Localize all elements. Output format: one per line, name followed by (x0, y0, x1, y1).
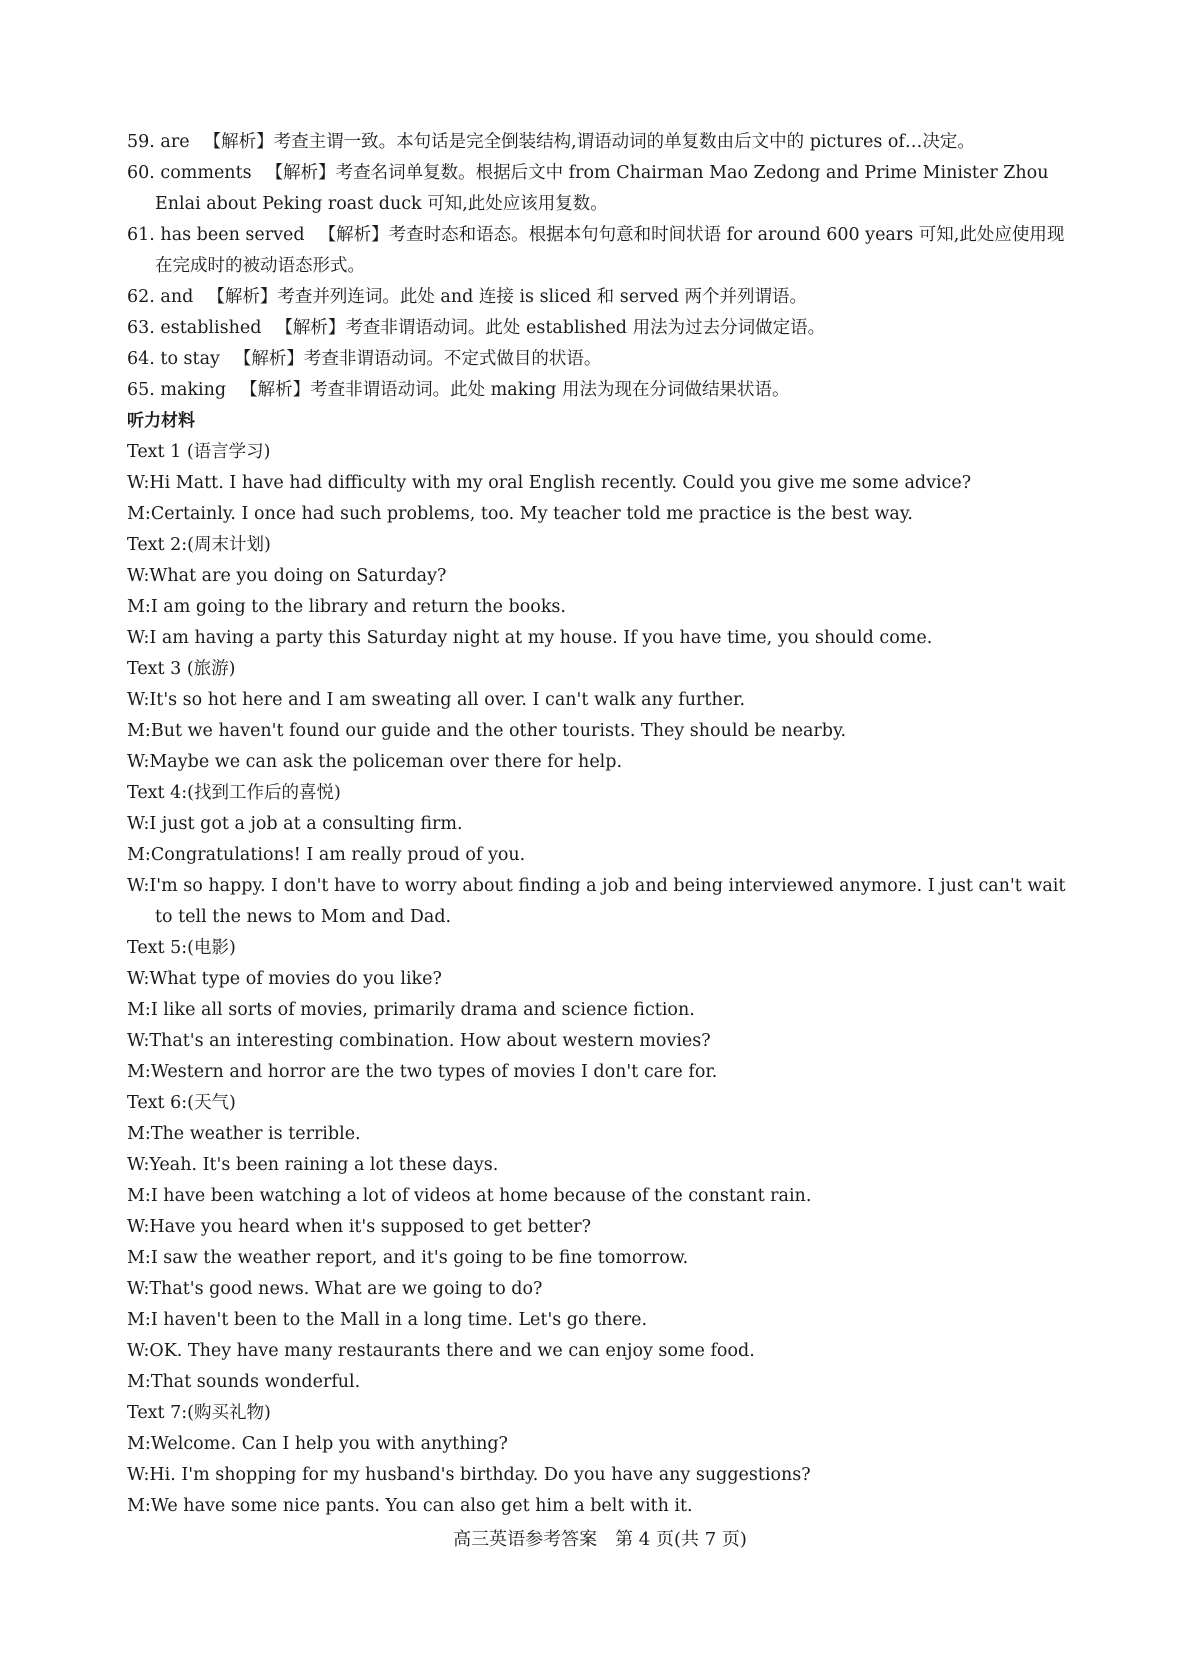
analysis-tag: 【解析】 (318, 225, 389, 245)
listening-heading: 听力材料 (127, 411, 195, 431)
page-footer: 高三英语参考答案 第 4 页(共 7 页) (453, 1529, 747, 1550)
dialogue-text: Maybe we can ask the policeman over there for help. (149, 752, 623, 772)
dialogue-section (127, 437, 1072, 530)
analysis-text: 考查非谓语动词。此处 established 用法为过去分词做定语。 (345, 318, 826, 338)
speaker-label: W : (127, 1217, 149, 1237)
analysis-tag: 【解析】 (207, 287, 278, 307)
dialogue-text: What are you doing on Saturday? (149, 566, 447, 586)
dialogue-text: I saw the weather report, and it's going to be fine tomorrow. (150, 1248, 689, 1268)
dialogue-line (127, 809, 1072, 840)
dialogue-line (127, 747, 1072, 778)
analysis-tag: 【解析】 (265, 163, 336, 183)
speaker-label: W : (127, 473, 149, 493)
dialogue-line (127, 1026, 1072, 1057)
dialogue-line (127, 1119, 1072, 1150)
dialogue-line (127, 995, 1072, 1026)
answer-number-and-key (127, 287, 193, 307)
answer-number-and-key (127, 132, 190, 152)
speaker-label: M : (127, 597, 151, 617)
dialogue-text: Hi Matt. I have had difficulty with my oral English recently. Could you give me some advice? (149, 473, 972, 493)
dialogue-text: That sounds wonderful. (150, 1372, 361, 1392)
answer-key: established (160, 318, 262, 338)
dialogue-line (127, 1212, 1072, 1243)
dialogue-line (127, 499, 1072, 530)
speaker-label: W : (127, 814, 149, 834)
analysis-tag: 【解析】 (203, 132, 274, 152)
answer-item (127, 158, 1072, 220)
answer-number: 63. (127, 318, 155, 338)
dialogue-section (127, 1088, 1072, 1398)
answer-number-and-key (127, 163, 252, 183)
dialogue-line (127, 1150, 1072, 1181)
dialogue-line (127, 1429, 1072, 1460)
dialogue-section (127, 778, 1072, 933)
dialogue-text: I'm so happy. I don't have to worry about finding a job and being interviewed anymore. I just can't wait to tell the news to Mom and Dad. (149, 876, 1066, 927)
speaker-label: M : (127, 1062, 151, 1082)
dialogue-line (127, 623, 1072, 654)
dialogue-line (127, 1057, 1072, 1088)
dialogue-title: Text 6:(天气) (127, 1093, 236, 1113)
analysis-tag: 【解析】 (233, 349, 304, 369)
speaker-label: M : (127, 1434, 151, 1454)
dialogue-line (127, 592, 1072, 623)
dialogue-line (127, 716, 1072, 747)
speaker-label: W : (127, 628, 149, 648)
answer-key: comments (160, 163, 252, 183)
analysis-text: 考查非谓语动词。此处 making 用法为现在分词做结果状语。 (310, 380, 790, 400)
speaker-label: W : (127, 1031, 149, 1051)
dialogue-section (127, 933, 1072, 1088)
dialogue-text: But we haven't found our guide and the other tourists. They should be nearby. (150, 721, 847, 741)
dialogue-text: Yeah. It's been raining a lot these days. (149, 1155, 499, 1175)
dialogue-text: OK. They have many restaurants there and we can enjoy some food. (149, 1341, 755, 1361)
answer-key: has been served (160, 225, 305, 245)
dialogue-line (127, 871, 1072, 933)
answer-key: are (160, 132, 190, 152)
answer-number: 60. (127, 163, 155, 183)
dialogue-title: Text 1 (语言学习) (127, 442, 271, 462)
answer-number: 62. (127, 287, 155, 307)
analysis-text: 考查名词单复数。根据后文中 from Chairman Mao Zedong and Prime Minister Zhou Enlai about Peking roast duck 可知,此处应该用复数。 (155, 163, 1049, 214)
dialogue-line (127, 1305, 1072, 1336)
answer-number: 64. (127, 349, 155, 369)
speaker-label: M : (127, 721, 151, 741)
answer-item (127, 313, 1072, 344)
dialogue-text: We have some nice pants. You can also get him a belt with it. (150, 1496, 693, 1516)
answer-item (127, 127, 1072, 158)
dialogue-text: I just got a job at a consulting firm. (149, 814, 463, 834)
dialogue-text: Certainly. I once had such problems, too. My teacher told me practice is the best way. (150, 504, 913, 524)
dialogue-section (127, 654, 1072, 778)
answer-number-and-key (127, 225, 305, 245)
answer-key: making (160, 380, 227, 400)
speaker-label: W : (127, 752, 149, 772)
dialogue-text: Congratulations! I am really proud of you. (150, 845, 526, 865)
analysis-text: 考查并列连词。此处 and 连接 is sliced 和 served 两个并列谓语。 (277, 287, 807, 307)
dialogue-line (127, 561, 1072, 592)
answer-list (127, 127, 1072, 406)
speaker-label: M : (127, 504, 151, 524)
dialogue-text: Have you heard when it's supposed to get better? (149, 1217, 592, 1237)
dialogue-line (127, 1367, 1072, 1398)
speaker-label: M : (127, 1310, 151, 1330)
dialogue-text: Western and horror are the two types of movies I don't care for. (150, 1062, 718, 1082)
dialogue-line (127, 964, 1072, 995)
dialogue-text: Hi. I'm shopping for my husband's birthday. Do you have any suggestions? (149, 1465, 811, 1485)
dialogue-text: That's good news. What are we going to do? (149, 1279, 543, 1299)
dialogue-line (127, 468, 1072, 499)
speaker-label: M : (127, 1372, 151, 1392)
listening-texts (127, 437, 1072, 1522)
speaker-label: W : (127, 690, 149, 710)
analysis-text: 考查主谓一致。本句话是完全倒装结构,谓语动词的单复数由后文中的 pictures of…决定。 (273, 132, 975, 152)
dialogue-text: That's an interesting combination. How about western movies? (149, 1031, 711, 1051)
speaker-label: M : (127, 1496, 151, 1516)
dialogue-title: Text 4:(找到工作后的喜悦) (127, 783, 341, 803)
speaker-label: W : (127, 1341, 149, 1361)
answer-number: 59. (127, 132, 155, 152)
dialogue-title: Text 5:(电影) (127, 938, 236, 958)
dialogue-line (127, 1181, 1072, 1212)
dialogue-line (127, 1460, 1072, 1491)
answer-item (127, 375, 1072, 406)
speaker-label: M : (127, 1124, 151, 1144)
dialogue-line (127, 840, 1072, 871)
dialogue-text: It's so hot here and I am sweating all over. I can't walk any further. (149, 690, 746, 710)
dialogue-title: Text 2:(周末计划) (127, 535, 271, 555)
answer-number-and-key (127, 380, 226, 400)
answer-number-and-key (127, 349, 220, 369)
answer-item (127, 344, 1072, 375)
dialogue-line (127, 1336, 1072, 1367)
analysis-text: 考查非谓语动词。不定式做目的状语。 (303, 349, 602, 369)
dialogue-line (127, 1274, 1072, 1305)
analysis-text: 考查时态和语态。根据本句句意和时间状语 for around 600 years 可知,此处应使用现在完成时的被动语态形式。 (155, 225, 1065, 276)
speaker-label: W : (127, 969, 149, 989)
speaker-label: M : (127, 1248, 151, 1268)
answer-number-and-key (127, 318, 261, 338)
document-body (127, 127, 1072, 1522)
analysis-tag: 【解析】 (275, 318, 346, 338)
answer-key: to stay (160, 349, 220, 369)
answer-number: 65. (127, 380, 155, 400)
speaker-label: W : (127, 566, 149, 586)
dialogue-line (127, 1243, 1072, 1274)
dialogue-line (127, 685, 1072, 716)
speaker-label: W : (127, 876, 149, 896)
dialogue-text: I have been watching a lot of videos at home because of the constant rain. (150, 1186, 812, 1206)
dialogue-text: I am having a party this Saturday night at my house. If you have time, you should come. (149, 628, 933, 648)
dialogue-text: I am going to the library and return the books. (150, 597, 566, 617)
dialogue-text: Welcome. Can I help you with anything? (150, 1434, 508, 1454)
dialogue-line (127, 1491, 1072, 1522)
speaker-label: W : (127, 1465, 149, 1485)
speaker-label: M : (127, 845, 151, 865)
dialogue-title: Text 7:(购买礼物) (127, 1403, 271, 1423)
answer-item (127, 220, 1072, 282)
dialogue-text: I like all sorts of movies, primarily drama and science fiction. (150, 1000, 695, 1020)
dialogue-section (127, 1398, 1072, 1522)
speaker-label: M : (127, 1186, 151, 1206)
answer-item (127, 282, 1072, 313)
dialogue-text: What type of movies do you like? (149, 969, 442, 989)
speaker-label: W : (127, 1155, 149, 1175)
answer-number: 61. (127, 225, 155, 245)
dialogue-section (127, 530, 1072, 654)
speaker-label: W : (127, 1279, 149, 1299)
dialogue-title: Text 3 (旅游) (127, 659, 236, 679)
analysis-tag: 【解析】 (240, 380, 311, 400)
dialogue-text: I haven't been to the Mall in a long time. Let's go there. (150, 1310, 648, 1330)
speaker-label: M : (127, 1000, 151, 1020)
dialogue-text: The weather is terrible. (150, 1124, 361, 1144)
answer-key: and (160, 287, 194, 307)
